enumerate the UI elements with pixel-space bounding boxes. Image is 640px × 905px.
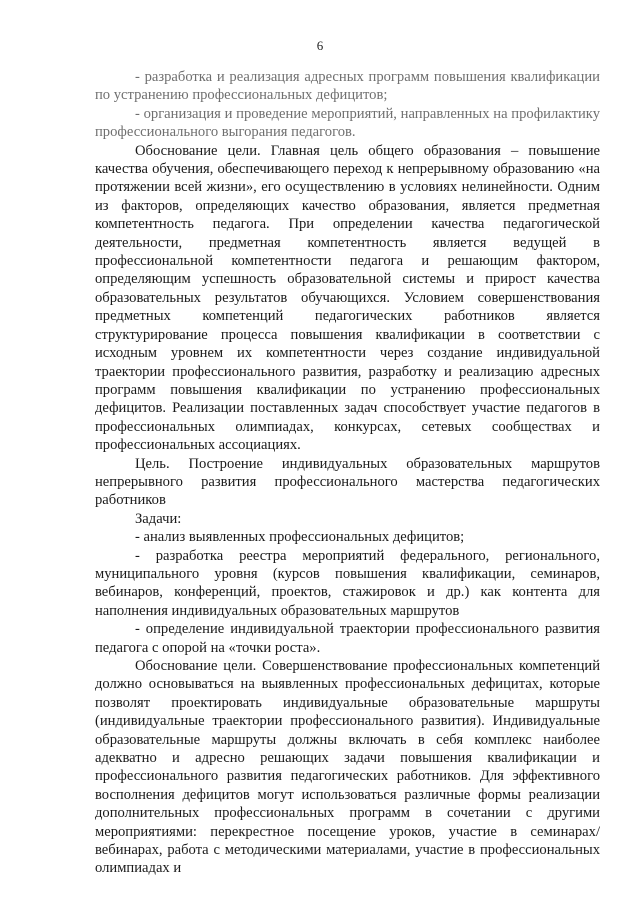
paragraph-goal-rationale-1: Обоснование цели. Главная цель общего образования – повышение качества обучения, обеспечивающего переход к непрерывному образованию «на протяжении всей жизни», его осуществлению в условиях нелинейности. Одним из факторов, определяющих качество образования, является предметная компетентность педагога. При определении качества педагогической деятельности, предметная компетентность является ведущей в профессиональной компетентности педагога и решающим фактором, определяющим успешность образовательной системы и прирост качества образовательных результатов обучающихся. Условием совершенствования предметных компетенций педагогических работников является структурирование процесса повышения квалификации в соответствии с исходным уровнем их компетентности через создание индивидуальной траектории профессионального развития, разработку и реализацию адресных программ повышения квалификации по устранению профессиональных дефицитов. Реализации поставленных задач способствует участие педагогов в профессиональных олимпиадах, конкурсах, сетевых сообществах и профессиональных ассоциациях. bbox=[95, 142, 600, 454]
list-item-registry: - разработка реестра мероприятий федерального, регионального, муниципального уровня (курсов повышения квалификации, семинаров, вебинаров, конференций, проектов, стажировок и др.) как контента для наполнения индивидуальных образовательных маршрутов bbox=[95, 547, 600, 619]
paragraph-task-burnout: - организация и проведение мероприятий, направленных на профилактику профессионального выгорания педагогов. bbox=[95, 105, 600, 141]
body-text bbox=[95, 68, 600, 878]
list-item-trajectory: - определение индивидуальной траектории профессионального развития педагога с опорой на «точки роста». bbox=[95, 621, 600, 656]
list-item-analysis: - анализ выявленных профессиональных дефицитов; bbox=[135, 529, 465, 546]
paragraph-goal-rationale-2: Обоснование цели. Совершенствование профессиональных компетенций должно основываться на выявленных профессиональных дефицитах, которые позволят проектировать индивидуальные образовательные маршруты (индивидуальные траектории профессионального развития). Индивидуальные образовательные маршруты должны включать в себя комплекс наиболее адекватно и адресно решающих задачи повышения квалификации и профессионального развития педагогических работников. Для эффективного восполнения дефицитов могут использоваться различные формы реализации дополнительных профессиональных программ в сочетании с другими мероприятиями: перекрестное посещение уроков, участие в семинарах/вебинарах, работа с методическими материалами, участие в профессиональных олимпиадах и bbox=[95, 658, 600, 877]
paragraph-task-programs: - разработка и реализация адресных программ повышения квалификации по устранению профессиональных дефицитов; bbox=[95, 69, 600, 104]
page-number: 6 bbox=[316, 38, 324, 53]
paragraph-tasks-heading: Задачи: bbox=[135, 510, 182, 527]
paragraph-goal: Цель. Построение индивидуальных образовательных маршрутов непрерывного развития профессионального мастерства педагогических работников bbox=[95, 455, 600, 509]
